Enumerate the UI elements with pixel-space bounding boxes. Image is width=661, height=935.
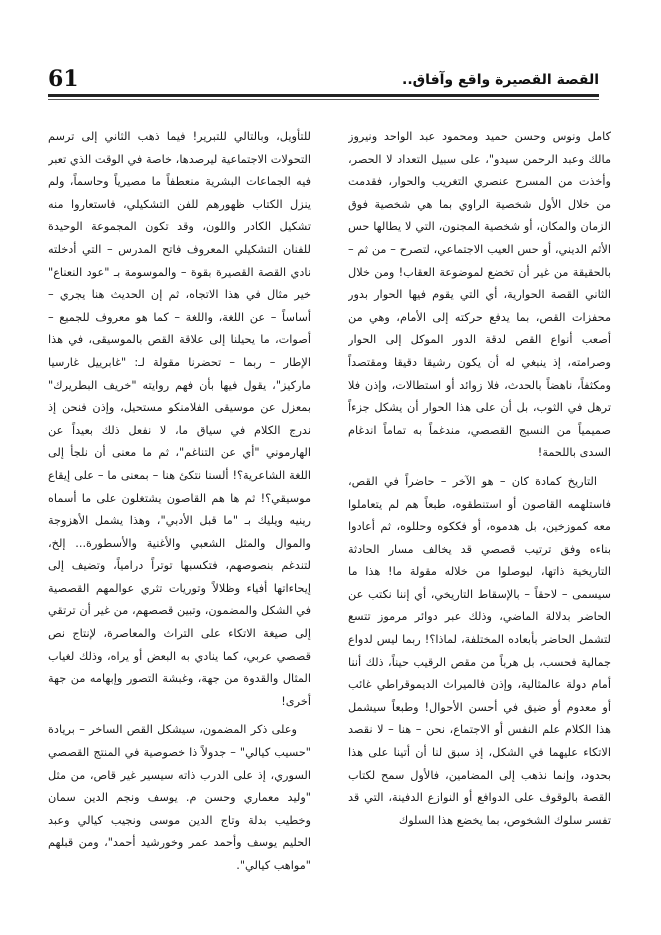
- left-paragraph-2: وعلى ذكر المضمون، سيشكل القص الساخر – بريادة "حسيب كيالي" – جدولاً ذا خصوصية في المنتج القصصي السوري، إذ على الدرب ذاته سيسير غير قاص، من مثل "وليد معماري وحسن م. يوسف ونجم الدين سمان وخطيب بدلة وتاج الدين موسى ونجيب كيالي وعبد الحليم يوسف وأحمد عمر وخورشيد أحمد"، ومن قبلهم "مواهب كيالي".: [48, 723, 311, 872]
- right-column: [348, 126, 611, 886]
- header-rule-thin: [48, 99, 599, 100]
- header-rule-thick: [48, 94, 599, 97]
- right-paragraph-1: كامل ونوس وحسن حميد ومحمود عبد الواحد ونيروز مالك وعبد الرحمن سيدو"، على سبيل التعداد لا الحصر، وأخذت من المسرح عنصري التغريب والحوار، فقدمت من خلال الأول شخصية الراوي بما هي شخصية فوق الزمان والمكان، أو شخصية المجنون، التي لا يطالها حس الأثم الديني، أو حس العيب الاجتماعي، لتصرح – من ثم – بالحقيقة من غير أن تخضع لموضوعة العقاب! ومن خلال الثاني القصة الحوارية، أي التي يقوم فيها الحوار بدور محفزات القص، بما يدفع حركته إلى الأمام، وهي من أصعب أنواع القص لدقة الدور الموكل إلى الحوار وصرامته، إذ ينبغي له أن يكون رشيقا دقيقا ومقتصداً ومكثفاً، ناهضاً بالحدث، فلا زوائد أو استطالات، وإذن فلا ترهل في الثوب، بل أن على هذا الحوار أن يشكل جزءاً صميمياً من النسيج القصصي، مندغماً به تماماً اندغام السدى باللحمة!: [348, 130, 611, 460]
- running-header: [48, 66, 599, 94]
- left-paragraph-1: للتأويل، وبالتالي للتبرير! فيما ذهب الثاني إلى ترسم التحولات الاجتماعية ليرصدها، خاصة في الوقت الذي تعبر فيه الجماعات البشرية منعطفاً ما مصيرياً وحاسماً، ولم ينزل الكتاب ظهورهم للفن التشكيلي، فاستعاروا منه تشكيل الكادر واللون، وقد تكون المجموعة الوحيدة للفنان التشكيلي المعروف فاتح المدرس – التي أدخلته نادي القصة القصيرة بقوة – والموسومة بـ "عود النعناع" خير مثال في هذا الاتجاه، ثم إن الحديث هنا يجري – أساساً – عن اللغة، واللغة – كما هو معروف للجميع – أصوات، ما يحيلنا إلى علاقة القص بالموسيقى، في هذا الإطار – ربما – تحضرنا مقولة لـ: "غابرييل غارسيا ماركيز"، يقول فيها بأن فهم روايته "خريف البطريرك" بمعزل عن موسيقى الفلامنكو مستحيل، وإذن فنحن إذ ندرج الكلام في سياق ما، لا نفعل ذلك بعيداً عن الهارموني "أي عن التناغم"، ثم ما معنى أن نلجأ إلى اللغة الشاعرية؟! ألسنا نتكئ هنا – بمعنى ما – على إيقاع موسيقي؟! ثم ها هم القاصون يشتغلون على ما أسماه رينيه ويليك بـ "ما قبل الأدبي"، وهذا يشمل الأهزوجة والموال والمثل الشعبي والأغنية والأسطورة... إلخ، لتندغم بنصوصهم، فتكسبها توتراً درامياً، وتضيف إلى إيحاءاتها أفياء وظلالاً وتوريات تثري عوالمهم القصصية في الشكل والمضمون، وتبين قصصهم، من غير أن ترتقي إلى صيغة الاتكاء على التراث والمعاصرة، لإنتاج نص قصصي عربي، كما ينادي به البعض أو يراه، وذلك لغياب المثال والقدوة من جهة، وغبشة التصور وإبهامه من جهة أخرى!: [48, 130, 311, 708]
- left-column: [48, 126, 311, 886]
- right-paragraph-2: التاريخ كمادة كان – هو الآخر – حاضراً في القص، فاستلهمه القاصون أو استنطقوه، طبعاً هم لم يتعاملوا معه كموزخين، بل هدموه، أو فككوه وحللوه، ثم أعادوا بناءه وفق ترتيب قصصي قد يخالف مسار الحادثة التاريخية ذاتها، ليوصلوا من خلاله مقولة ما! هذا ما سيسمى – لاحقاً – بالإسقاط التاريخي، أي إننا نكتب عن الحاضر بدلالة الماضي، وذلك عبر دوائر مرموز تتسع لتشمل الحاضر بأبعاده المختلفة، لماذا؟! ربما ليس لدواع جمالية فحسب، بل هرباً من مقص الرقيب حيناً، ذلك أننا أمام دولة عالمثالية، وإذن فالميراث الديموقراطي غائب أو معدوم أو ضيق في أحسن الأحوال! وطبعاً سيشمل هذا الكلام علم النفس أو الاجتماع، نحن – هنا – لا نقصد الاتكاء عليهما في الشكل، إذ سبق لنا أن أتينا على هذا بحدود، وإنما نذهب إلى المضامين، فالأول سمح لكتاب القصة بالوقوف على الدوافع أو النوازع الدفينة، التي قد تفسر سلوك الشخوص، بما يخضع هذا السلوك: [348, 474, 611, 827]
- page-number: 61: [48, 66, 79, 92]
- running-title: القصة القصيرة واقع وآفاق..: [402, 72, 599, 88]
